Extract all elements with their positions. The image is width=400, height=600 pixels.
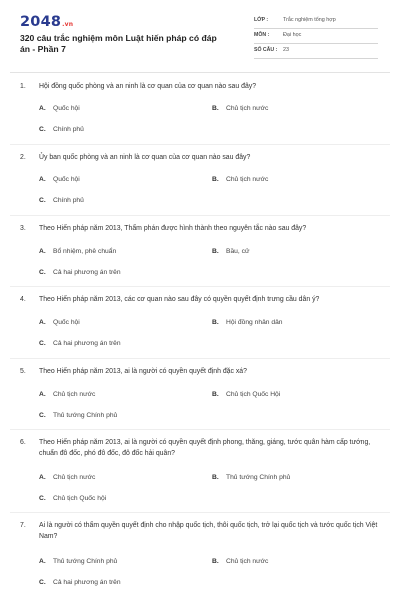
question-text: Ủy ban quốc phòng và an ninh là cơ quan của cơ quan nào sau đây? <box>39 154 251 161</box>
question-number: 7. <box>20 522 26 529</box>
meta-subject-row <box>254 30 378 44</box>
question-1 <box>20 81 380 92</box>
document-title: 320 câu trắc nghiệm môn Luật hiến pháp có đáp án - Phần 7 <box>20 33 217 54</box>
option-text: Chủ tịch nước <box>226 105 269 112</box>
meta-count-value: 23 <box>283 47 289 53</box>
option-c[interactable] <box>39 125 84 134</box>
option-text: Quốc hội <box>53 319 80 326</box>
option-letter: B. <box>212 558 219 565</box>
option-b[interactable] <box>212 557 268 566</box>
question-number: 3. <box>20 225 26 232</box>
option-text: Chính phủ <box>53 197 84 204</box>
option-b[interactable] <box>212 104 268 113</box>
option-text: Quốc hội <box>53 176 80 183</box>
option-letter: B. <box>212 319 219 326</box>
question-divider <box>10 286 390 287</box>
option-a[interactable] <box>39 390 95 399</box>
option-letter: C. <box>39 340 46 347</box>
option-a[interactable] <box>39 318 80 327</box>
option-letter: C. <box>39 269 46 276</box>
meta-class-key: LỚP : <box>254 17 269 23</box>
question-divider <box>10 144 390 145</box>
option-letter: B. <box>212 391 219 398</box>
option-letter: A. <box>39 105 46 112</box>
option-text: Chủ tịch nước <box>226 558 269 565</box>
option-text: Thủ tướng Chính phủ <box>53 412 118 419</box>
question-text: Theo Hiến pháp năm 2013, ai là người có quyền quyết định phong, thăng, giáng, tước quân hàm cấp tướng, chuẩn đô đốc, phó đô đốc, đô đốc hải quân? <box>39 439 371 457</box>
option-letter: B. <box>212 105 219 112</box>
option-a[interactable] <box>39 247 116 256</box>
option-text: Quốc hội <box>53 105 80 112</box>
option-text: Bổ nhiệm, phê chuẩn <box>53 248 117 255</box>
page-header <box>0 0 400 72</box>
option-c[interactable] <box>39 411 117 420</box>
option-text: Hội đồng nhân dân <box>226 319 283 326</box>
option-letter: A. <box>39 391 46 398</box>
option-letter: B. <box>212 248 219 255</box>
option-text: Chủ tịch nước <box>53 474 96 481</box>
option-b[interactable] <box>212 175 268 184</box>
question-6 <box>20 437 380 459</box>
option-c[interactable] <box>39 268 121 277</box>
question-number: 6. <box>20 439 26 446</box>
question-text: Theo Hiến pháp năm 2013, ai là người có quyền quyết định đặc xá? <box>39 368 247 375</box>
option-letter: A. <box>39 248 46 255</box>
logo-text: 2048 <box>20 14 62 30</box>
site-logo[interactable] <box>20 14 73 30</box>
question-divider <box>10 429 390 430</box>
option-letter: C. <box>39 197 46 204</box>
question-5 <box>20 366 380 377</box>
option-letter: B. <box>212 176 219 183</box>
question-2 <box>20 152 380 163</box>
option-letter: C. <box>39 495 46 502</box>
option-text: Chính phủ <box>53 126 84 133</box>
question-number: 2. <box>20 154 26 161</box>
option-text: Chủ tịch nước <box>53 391 96 398</box>
option-letter: A. <box>39 558 46 565</box>
question-text: Theo Hiến pháp năm 2013, Thẩm phán được hình thành theo nguyên tắc nào sau đây? <box>39 225 307 232</box>
option-text: Bầu, cử <box>226 248 250 255</box>
option-c[interactable] <box>39 196 84 205</box>
question-4 <box>20 294 380 305</box>
meta-subject-key: MÔN : <box>254 32 270 38</box>
meta-count-key: SỐ CÂU : <box>254 47 278 53</box>
option-c[interactable] <box>39 339 121 348</box>
question-divider <box>10 215 390 216</box>
option-text: Chủ tịch Quốc hội <box>53 495 107 502</box>
question-divider <box>10 512 390 513</box>
logo-suffix: .vn <box>62 21 74 28</box>
option-b[interactable] <box>212 473 290 482</box>
option-b[interactable] <box>212 247 249 256</box>
option-a[interactable] <box>39 175 80 184</box>
meta-class-value: Trắc nghiệm tổng hợp <box>283 17 336 23</box>
question-divider <box>10 358 390 359</box>
option-text: Cả hai phương án trên <box>53 269 121 276</box>
option-b[interactable] <box>212 318 283 327</box>
question-7 <box>20 520 380 542</box>
option-a[interactable] <box>39 104 80 113</box>
option-letter: A. <box>39 176 46 183</box>
question-text: Hội đồng quốc phòng và an ninh là cơ quan của cơ quan nào sau đây? <box>39 83 257 90</box>
option-letter: A. <box>39 319 46 326</box>
question-number: 5. <box>20 368 26 375</box>
option-c[interactable] <box>39 578 121 587</box>
option-text: Cả hai phương án trên <box>53 340 121 347</box>
option-letter: A. <box>39 474 46 481</box>
option-text: Thủ tướng Chính phủ <box>53 558 118 565</box>
option-letter: C. <box>39 579 46 586</box>
option-text: Chủ tịch nước <box>226 176 269 183</box>
option-letter: C. <box>39 126 46 133</box>
header-divider <box>10 72 390 73</box>
question-text: Ai là người có thẩm quyền quyết định cho nhập quốc tịch, thôi quốc tịch, trở lại quốc tịch và tước quốc tịch Việt Nam? <box>39 522 378 540</box>
question-number: 1. <box>20 83 26 90</box>
option-a[interactable] <box>39 473 95 482</box>
meta-subject-value: Đại học <box>283 32 302 38</box>
option-text: Chủ tịch Quốc Hội <box>226 391 281 398</box>
option-letter: C. <box>39 412 46 419</box>
option-c[interactable] <box>39 494 106 503</box>
option-text: Cả hai phương án trên <box>53 579 121 586</box>
question-number: 4. <box>20 296 26 303</box>
meta-class-row <box>254 15 378 29</box>
option-a[interactable] <box>39 557 117 566</box>
option-text: Thủ tướng Chính phủ <box>226 474 291 481</box>
question-3 <box>20 223 380 234</box>
option-b[interactable] <box>212 390 280 399</box>
question-text: Theo Hiến pháp năm 2013, các cơ quan nào sau đây có quyền quyết định trưng cầu dân ý? <box>39 296 320 303</box>
option-letter: B. <box>212 474 219 481</box>
meta-count-row <box>254 45 378 59</box>
